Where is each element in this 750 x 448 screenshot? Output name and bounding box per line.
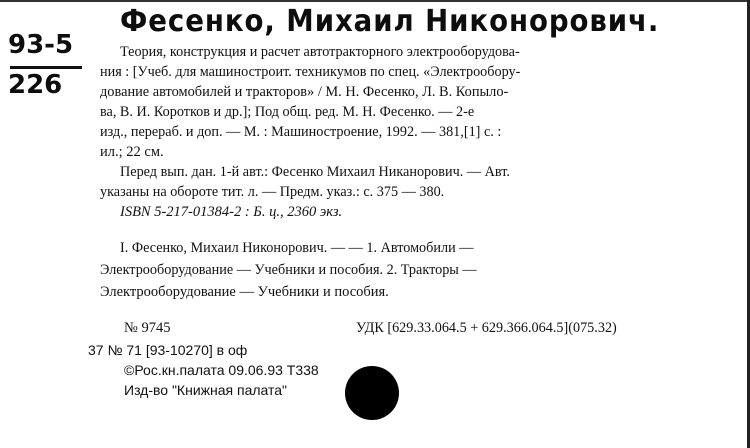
stamp-line: ©Рос.кн.палата 09.06.93 Т338 [124, 362, 319, 378]
note-line: Перед вып. дан. 1-й авт.: Фесенко Михаил Никанорович. — Авт. [120, 164, 510, 180]
description-line: дование автомобилей и тракторов» / М. Н. Фесенко, Л. В. Копыло- [100, 84, 509, 100]
punch-hole [345, 366, 399, 420]
shelf-mark-top: 93-5 [8, 30, 74, 60]
tracing-line: Электрооборудование — Учебники и пособия. [100, 284, 389, 300]
stamp-line: Изд-во "Книжная палата" [124, 382, 288, 398]
shelf-mark-bottom: 226 [8, 70, 63, 100]
tracing-line: I. Фесенко, Михаил Никонорович. — — 1. Автомобили — [120, 240, 474, 256]
card-top-edge [0, 0, 750, 2]
description-line: Теория, конструкция и расчет автотракторного электрооборудова- [120, 44, 520, 60]
stamp-line: 37 № 71 [93-10270] в оф [88, 342, 248, 358]
description-line: ва, В. И. Коротков и др.]; Под общ. ред. М. Н. Фесенко. — 2-е [100, 104, 475, 120]
record-number: № 9745 [124, 320, 171, 336]
shelf-mark-divider [10, 66, 82, 69]
isbn-line: ISBN 5-217-01384-2 : Б. ц., 2360 экз. [120, 204, 343, 220]
description-line: ил.; 22 см. [100, 144, 164, 160]
note-line: указаны на обороте тит. л. — Предм. указ.: с. 375 — 380. [100, 184, 445, 200]
tracing-line: Электрооборудование — Учебники и пособия. 2. Тракторы — [100, 262, 477, 278]
description-line: изд., перераб. и доп. — М. : Машиностроение, 1992. — 381,[1] с. : [100, 124, 502, 140]
handwritten-heading: Фесенко, Михаил Никонорович. [120, 4, 660, 39]
udc-code: УДК [629.33.064.5 + 629.366.064.5](075.32) [356, 320, 617, 336]
description-line: ния : [Учеб. для машиностроит. техникумов по спец. «Электрообору- [100, 64, 521, 80]
